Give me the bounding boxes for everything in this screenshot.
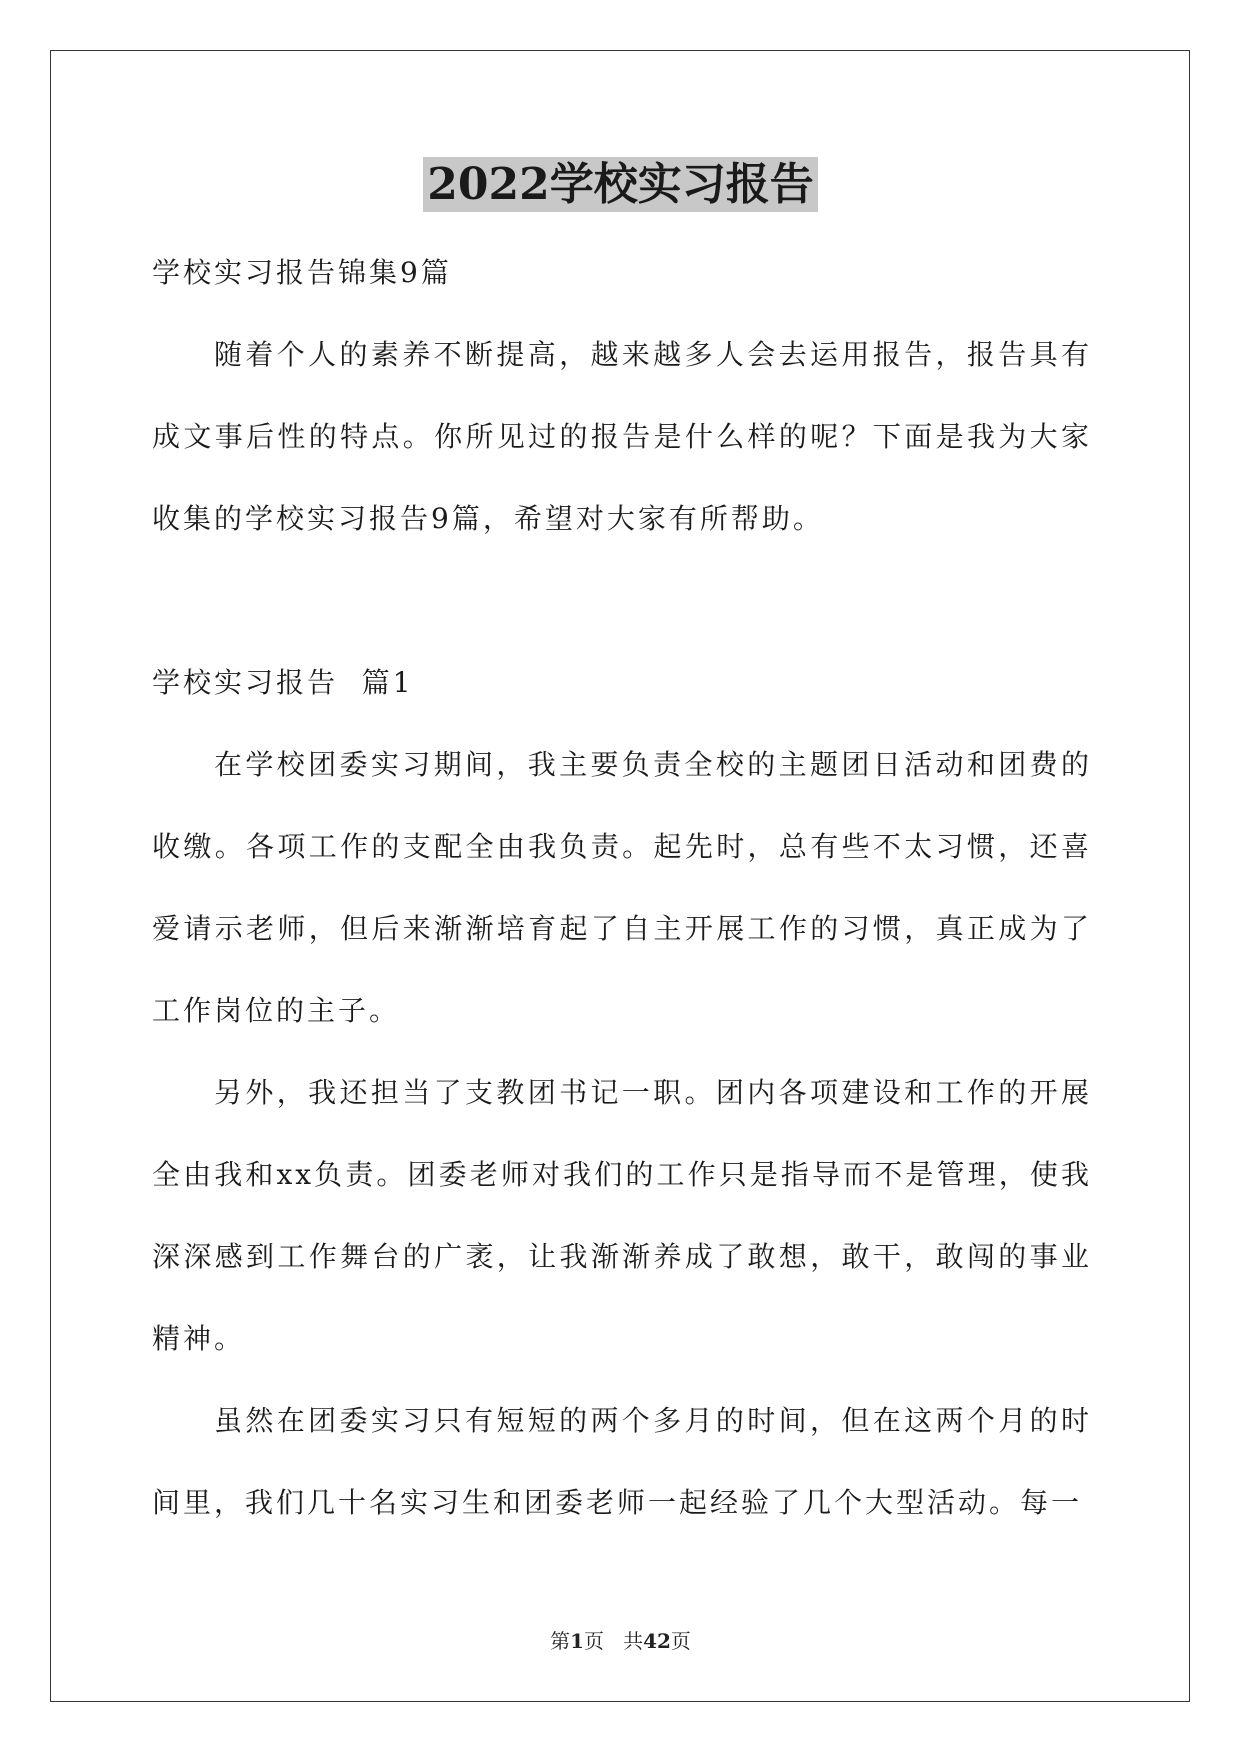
- footer-total-suffix: 页: [670, 1629, 691, 1653]
- intro-paragraph: 随着个人的素养不断提高，越来越多人会去运用报告，报告具有成文事后性的特点。你所见过的报告是什么样的呢？下面是我为大家收集的学校实习报告9篇，希望对大家有所帮助。: [152, 338, 1092, 535]
- page-footer: [0, 1627, 1241, 1655]
- footer-total-prefix: 共: [623, 1629, 644, 1653]
- body-paragraph-3: 虽然在团委实习只有短短的两个多月的时间，但在这两个月的时间里，我们几十名实习生和团委老师一起经验了几个大型活动。每一: [152, 1404, 1092, 1519]
- document-title: [0, 155, 1241, 215]
- footer-page-suffix: 页: [584, 1629, 604, 1653]
- footer-page-prefix: 第: [550, 1629, 571, 1653]
- section-heading: 学校实习报告 篇1: [152, 666, 414, 699]
- document-subtitle: 学校实习报告锦集9篇: [152, 256, 452, 289]
- footer-total-pages: 42: [643, 1629, 671, 1653]
- document-body: [152, 232, 1092, 1544]
- document-title-text: 2022学校实习报告: [423, 157, 817, 212]
- body-paragraph-1: 在学校团委实习期间，我主要负责全校的主题团日活动和团费的收缴。各项工作的支配全由我负责。起先时，总有些不太习惯，还喜爱请示老师，但后来渐渐培育起了自主开展工作的习惯，真正成为了工作岗位的主子。: [152, 748, 1092, 1027]
- body-paragraph-2: 另外，我还担当了支教团书记一职。团内各项建设和工作的开展全由我和xx负责。团委老师对我们的工作只是指导而不是管理，使我深深感到工作舞台的广袤，让我渐渐养成了敢想，敢干，敢闯的事业精神。: [152, 1076, 1092, 1355]
- footer-page-number: 1: [570, 1629, 584, 1653]
